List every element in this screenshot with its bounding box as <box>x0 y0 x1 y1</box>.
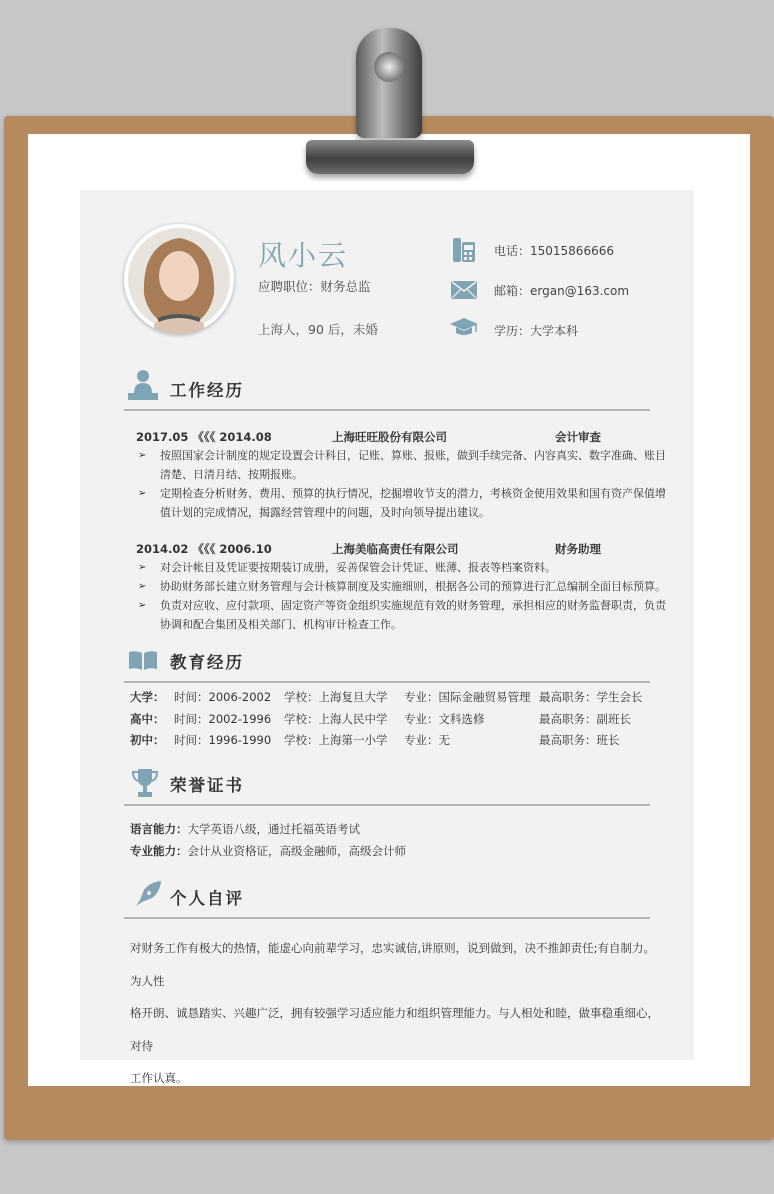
self-eval-line: 对财务工作有极大的热情，能虚心向前辈学习，忠实诚信,讲原则，说到做到，决不推卸责任;有自制力。为人性 <box>130 941 656 988</box>
applied-position: 应聘职位：财务总监 <box>258 279 371 294</box>
job-bullet <box>138 446 666 465</box>
edu-section-title: 教育经历 <box>170 653 244 672</box>
edu-post: 最高职务：班长 <box>539 733 620 747</box>
job-title: 财务助理 <box>555 542 601 556</box>
job-company: 上海美临高责任有限公司 <box>332 542 459 556</box>
job-bullet <box>138 577 666 596</box>
self-eval-line: 格开朗、诚恳踏实、兴趣广泛，拥有较强学习适应能力和组织管理能力。与人相处和睦，做事稳重细心，对待 <box>130 1006 659 1053</box>
honor-text: 会计从业资格证，高级金融师，高级会计师 <box>187 844 406 858</box>
job-company: 上海旺旺股份有限公司 <box>332 430 447 444</box>
edu-level: 高中： <box>130 712 165 726</box>
honor-text: 大学英语八级，通过托福英语考试 <box>187 822 360 836</box>
edu-major: 专业：国际金融贸易管理 <box>404 690 531 704</box>
self-section-title: 个人自评 <box>170 889 244 908</box>
edu-time: 时间：2002-1996 <box>174 712 272 726</box>
edu-row <box>130 689 165 705</box>
edu-time: 时间：1996-1990 <box>174 733 272 747</box>
edu-row <box>130 711 165 727</box>
phone-icon <box>452 236 476 268</box>
edu-major: 专业：无 <box>404 733 450 747</box>
book-icon <box>129 650 157 674</box>
edu-major: 专业：文科选修 <box>404 712 485 726</box>
bullet-text: 协调和配合集团及相关部门、机构审计检查工作。 <box>160 618 402 631</box>
bullet-text: 按照国家会计制度的规定设置会计科目，记账、算账、报账，做到手续完备、内容真实、数字准确、账目 <box>160 449 666 462</box>
email-text: 邮箱：ergan@163.com <box>494 284 630 298</box>
honor-label: 语言能力： <box>130 822 188 836</box>
candidate-name: 风小云 <box>258 239 349 272</box>
person-desk-icon <box>128 369 158 405</box>
edu-school: 学校：上海人民中学 <box>284 712 388 726</box>
personal-info: 上海人，90 后，未婚 <box>258 322 378 337</box>
divider <box>124 409 650 411</box>
job-period: 2017.05 《《《 2014.08 <box>136 430 272 444</box>
bullet-text: 负责对应收、应付款项、固定资产等资金组织实施规范有效的财务管理，承担相应的财务监督职责，负责 <box>160 599 666 612</box>
job-bullet-cont <box>160 615 402 634</box>
edu-level: 初中： <box>130 733 165 747</box>
bullet-text: 清楚、日清月结、按期报账。 <box>160 468 303 481</box>
job-bullet <box>138 484 666 503</box>
edu-level: 大学： <box>130 690 165 704</box>
job-bullet <box>138 596 666 615</box>
clip-icon <box>356 28 422 138</box>
honor-label: 专业能力： <box>130 844 188 858</box>
bullet-text: 值计划的完成情况，揭露经营管理中的问题，及时向领导提出建议。 <box>160 506 490 519</box>
phone-text: 电话：15015866666 <box>494 244 614 258</box>
bullet-text: 定期检查分析财务、费用、预算的执行情况，挖掘增收节支的潜力，考核资金使用效果和国有资产保值增 <box>160 487 666 500</box>
job-bullet <box>138 558 556 577</box>
avatar <box>124 224 234 334</box>
honor-section-title: 荣誉证书 <box>170 776 244 795</box>
education-text: 学历：大学本科 <box>494 324 579 338</box>
self-evaluation <box>130 932 660 1095</box>
arrow-icon: ➢ <box>138 581 147 592</box>
graduation-cap-icon <box>450 318 478 340</box>
edu-time: 时间：2006-2002 <box>174 690 272 704</box>
arrow-icon: ➢ <box>138 450 147 461</box>
divider <box>124 681 650 683</box>
arrow-icon: ➢ <box>138 488 147 499</box>
job-title: 会计审查 <box>555 430 601 444</box>
edu-post: 最高职务：副班长 <box>539 712 631 726</box>
edu-school: 学校：上海第一小学 <box>284 733 388 747</box>
arrow-icon: ➢ <box>138 600 147 611</box>
bullet-text: 对会计帐目及凭证要按期装订成册，妥善保管会计凭证、账薄、报表等档案资料。 <box>160 561 556 574</box>
mail-icon <box>451 281 477 303</box>
job-bullet-cont <box>160 503 490 522</box>
honor-item <box>130 821 360 837</box>
pen-nib-icon <box>134 880 162 912</box>
edu-post: 最高职务：学生会长 <box>539 690 643 704</box>
clip-base <box>306 140 474 174</box>
bullet-text: 协助财务部长建立财务管理与会计核算制度及实施细则，根据各公司的预算进行汇总编制全面目标预算。 <box>160 580 666 593</box>
edu-school: 学校：上海复旦大学 <box>284 690 388 704</box>
honor-item <box>130 843 406 859</box>
work-section-title: 工作经历 <box>170 381 244 400</box>
job-bullet-cont <box>160 465 303 484</box>
clip-rivet <box>374 52 404 82</box>
divider <box>124 917 650 919</box>
self-eval-line: 工作认真。 <box>130 1071 188 1085</box>
arrow-icon: ➢ <box>138 562 147 573</box>
divider <box>124 804 650 806</box>
trophy-icon <box>132 768 158 802</box>
edu-row <box>130 732 165 748</box>
job-period: 2014.02 《《《 2006.10 <box>136 542 272 556</box>
